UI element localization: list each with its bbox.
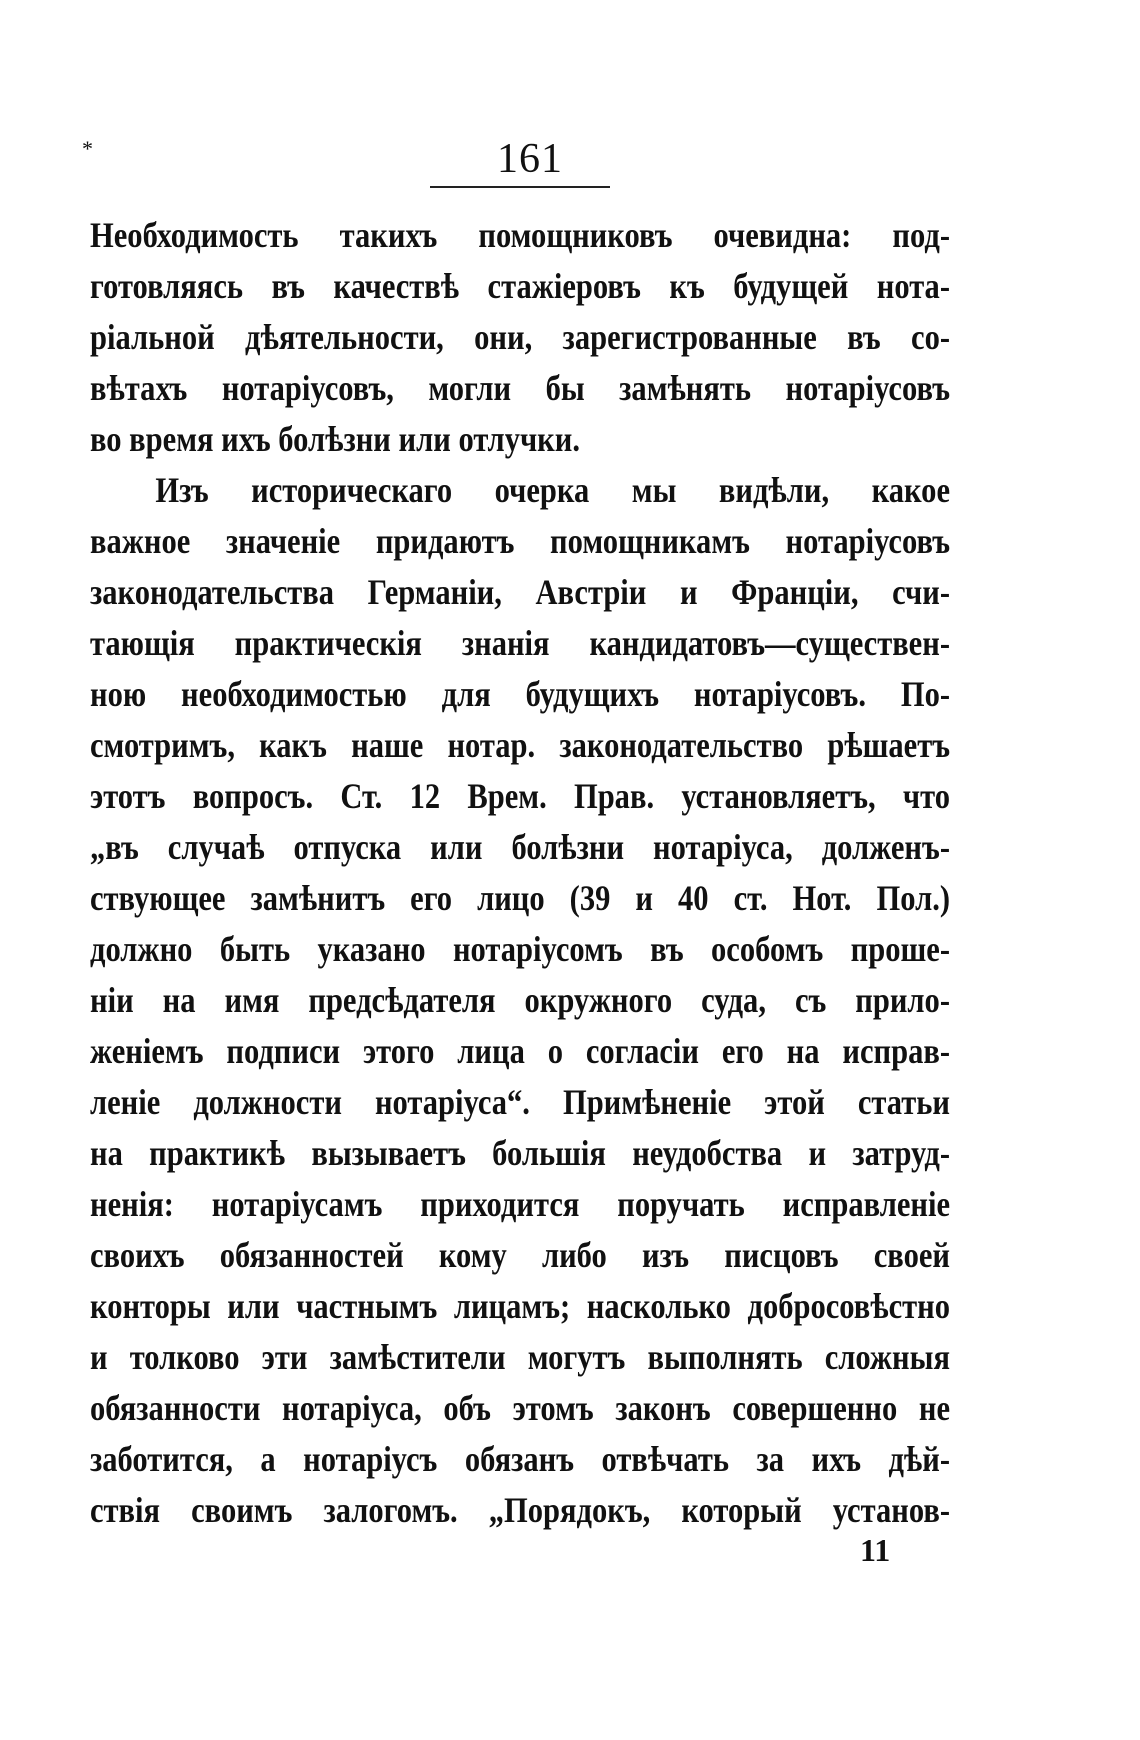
text-line: этотъ вопросъ. Ст. 12 Врем. Прав. установляетъ, что	[90, 776, 950, 816]
text-line: важное значеніе придаютъ помощникамъ нотаріусовъ	[90, 521, 950, 561]
text-line: тающія практическія знанія кандидатовъ—существен-	[90, 623, 950, 663]
text-line: своихъ обязанностей кому либо изъ писцовъ своей	[90, 1235, 950, 1275]
text-line: обязанности нотаріуса, объ этомъ законъ совершенно не	[90, 1388, 950, 1428]
page-number: 161	[497, 136, 563, 182]
text-line: ніи на имя предсѣдателя окружного суда, съ прило-	[90, 980, 950, 1020]
text-line: вѣтахъ нотаріусовъ, могли бы замѣнять нотаріусовъ	[90, 368, 950, 408]
text-line: должно быть указано нотаріусомъ въ особомъ проше-	[90, 929, 950, 969]
text-line: ріальной дѣятельности, они, зарегистрованные въ со-	[90, 317, 950, 357]
text-line: на практикѣ вызываетъ большія неудобства и затруд-	[90, 1133, 950, 1173]
text-line: конторы или частнымъ лицамъ; насколько добросовѣстно	[90, 1286, 950, 1326]
text-line: и толково эти замѣстители могутъ выполнять сложныя	[90, 1337, 950, 1377]
text-line: женіемъ подписи этого лица о согласіи его на исправ-	[90, 1031, 950, 1071]
text-line: ствующее замѣнитъ его лицо (39 и 40 ст. Нот. Пол.)	[90, 878, 950, 918]
text-line: ною необходимостью для будущихъ нотаріусовъ. По-	[90, 674, 950, 714]
text-line: леніе должности нотаріуса“. Примѣненіе этой статьи	[90, 1082, 950, 1122]
text-line: смотримъ, какъ наше нотар. законодательство рѣшаетъ	[90, 725, 950, 765]
text-line: ствія своимъ залогомъ. „Порядокъ, который установ-	[90, 1490, 950, 1530]
signature-mark: 11	[860, 1532, 891, 1568]
stray-mark: *	[82, 136, 93, 161]
text-line: Изъ историческаго очерка мы видѣли, какое	[155, 470, 951, 510]
text-line: заботится, а нотаріусъ обязанъ отвѣчать за ихъ дѣй-	[90, 1439, 950, 1479]
text-line: Необходимость такихъ помощниковъ очевидна: под-	[90, 215, 950, 255]
body-text	[90, 210, 950, 1536]
header-rule	[430, 186, 610, 188]
text-line: во время ихъ болѣзни или отлучки.	[90, 419, 580, 459]
text-line: „въ случаѣ отпуска или болѣзни нотаріуса, долженъ-	[90, 827, 950, 867]
text-line: ненія: нотаріусамъ приходится поручать исправленіе	[90, 1184, 950, 1224]
text-line: законодательства Германіи, Австріи и Франціи, счи-	[90, 572, 950, 612]
text-line: готовляясь въ качествѣ стажіеровъ къ будущей нота-	[90, 266, 950, 306]
